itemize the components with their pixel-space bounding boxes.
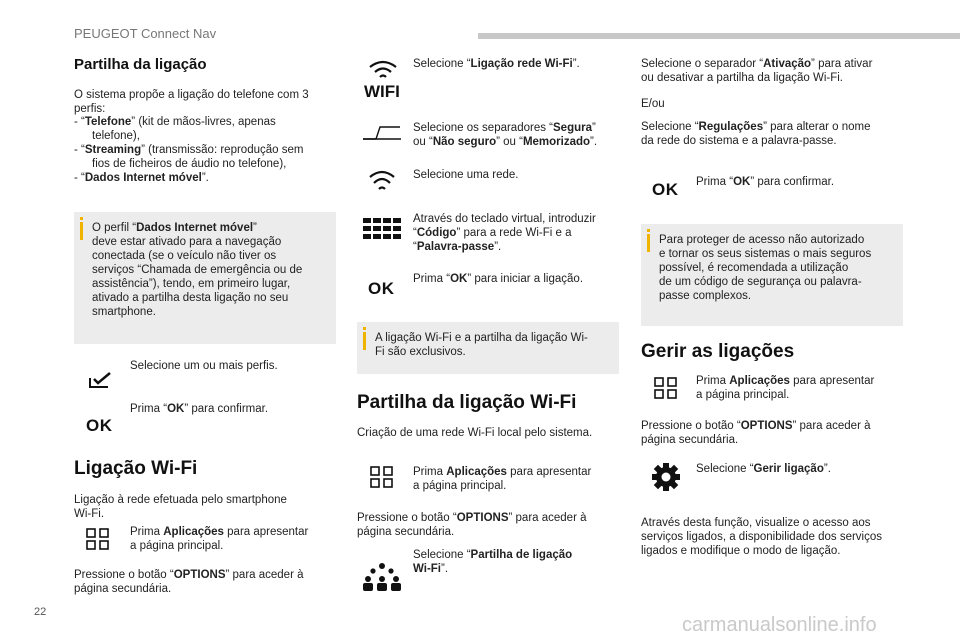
profile-dados: - “Dados Internet móvel”. — [74, 172, 209, 184]
wifi-desc-1: Ligação à rede efetuada pelo smartphone — [74, 494, 287, 506]
heading-ligacao-wifi: Ligação Wi-Fi — [74, 458, 198, 479]
heading-gerir-ligacoes: Gerir as ligações — [641, 341, 795, 362]
wifi-network-icon — [368, 170, 396, 194]
apps-text-2: a página principal. — [696, 389, 790, 401]
applications-icon — [86, 528, 110, 550]
options-text: Pressione o botão “OPTIONS” para aceder à — [357, 512, 587, 524]
info-icon-dot — [80, 217, 83, 220]
profile-telefone-cont: telefone), — [92, 130, 140, 142]
heading-partilha-wifi: Partilha da ligação Wi-Fi — [357, 392, 577, 413]
applications-icon — [370, 466, 394, 488]
select-profiles-text: Selecione um ou mais perfis. — [130, 360, 278, 372]
heading-partilha-ligacao: Partilha da ligação — [74, 56, 207, 73]
keyboard-text-1: Através do teclado virtual, introduzir — [413, 213, 596, 225]
press-ok-text: Prima “OK” para confirmar. — [130, 403, 269, 415]
checkbox-icon — [88, 372, 112, 388]
note-text: A ligação Wi-Fi e a partilha da ligação Wi- Fi são exclusivos. — [375, 332, 588, 358]
info-icon-dot — [647, 229, 650, 232]
manage-desc-2: serviços ligados, a disponibilidade dos serviços — [641, 531, 882, 543]
settings-text: Selecione “Regulações” para alterar o nome — [641, 121, 871, 133]
profile-streaming-cont: fios de ficheiros de áudio no telefone), — [92, 158, 287, 170]
info-note-exclusive — [357, 322, 619, 374]
tabs-icon — [362, 125, 402, 141]
settings-text-2: da rede do sistema e a palavra-passe. — [641, 135, 837, 147]
share-connection-icon — [363, 562, 401, 592]
info-note-perfil — [74, 212, 336, 344]
wifi-icon — [368, 60, 398, 80]
start-connection-text: Prima “OK” para iniciar a ligação. — [413, 273, 584, 285]
manage-desc-1: Através desta função, visualize o acesso aos — [641, 517, 871, 529]
and-or-text: E/ou — [641, 98, 665, 110]
select-network-text: Selecione uma rede. — [413, 169, 519, 181]
ok-icon: OK — [652, 180, 679, 199]
options-text-2: página secundária. — [357, 526, 455, 538]
select-share-text: Selecione “Partilha de ligação — [413, 549, 573, 561]
select-share-text-2: Wi-Fi”. — [413, 563, 449, 575]
options-text-2: página secundária. — [641, 434, 739, 446]
profile-streaming: - “Streaming” (transmissão: reprodução sem — [74, 144, 304, 156]
select-tabs-text-2: ou “Não seguro” ou “Memorizado”. — [413, 136, 598, 148]
ok-icon: OK — [368, 279, 395, 298]
page-number: 22 — [34, 606, 47, 618]
apps-text: Prima Aplicações para apresentar — [130, 526, 309, 538]
note-text: Para proteger de acesso não autorizado e tornar os seus sistemas o mais seguros possível, é recomendada a utilização de um código de segurança ou palavra- passe complexos. — [659, 234, 872, 302]
ok-icon: OK — [86, 416, 113, 435]
gear-icon — [651, 462, 681, 492]
keyboard-icon — [363, 218, 403, 246]
watermark: carmanualsonline.info — [682, 614, 877, 636]
applications-icon — [654, 377, 678, 399]
info-icon-dot — [363, 327, 366, 330]
apps-text: Prima Aplicações para apresentar — [696, 375, 875, 387]
select-manage-text: Selecione “Gerir ligação”. — [696, 463, 831, 475]
activation-tab-text: Selecione o separador “Ativação” para ativar — [641, 58, 873, 70]
header-bar — [478, 33, 960, 39]
profile-telefone: - “Telefone” (kit de mãos-livres, apenas — [74, 116, 276, 128]
select-tabs-text: Selecione os separadores “Segura” — [413, 122, 596, 134]
apps-text-2: a página principal. — [130, 540, 224, 552]
wifi-label-icon: WIFI — [364, 82, 400, 101]
apps-text: Prima Aplicações para apresentar — [413, 466, 592, 478]
note-text: O perfil “Dados Internet móvel” deve estar ativado para a navegação conectada (se o veículo não tiver os serviços “Chamada de emergência ou de assistência”), tendo, em primeiro lugar, ativado a partilha desta ligação no seu smartphone. — [92, 222, 303, 318]
options-text: Pressione o botão “OPTIONS” para aceder à — [74, 569, 304, 581]
activation-tab-text-2: ou desativar a partilha da ligação Wi-Fi. — [641, 72, 843, 84]
intro-text: O sistema propõe a ligação do telefone com 3 perfis: — [74, 89, 309, 115]
info-icon — [647, 234, 650, 252]
options-text: Pressione o botão “OPTIONS” para aceder à — [641, 420, 871, 432]
wifi-desc-2: Wi-Fi. — [74, 508, 105, 520]
keyboard-text-2: “Código” para a rede Wi-Fi e a — [413, 227, 572, 239]
manage-desc-3: ligados e modifique o modo de ligação. — [641, 545, 841, 557]
press-ok-text: Prima “OK” para confirmar. — [696, 176, 835, 188]
share-desc: Criação de uma rede Wi-Fi local pelo sistema. — [357, 427, 593, 439]
manual-title: PEUGEOT Connect Nav — [74, 26, 217, 41]
info-note-security — [641, 224, 903, 326]
info-icon — [80, 222, 83, 240]
info-icon — [363, 332, 366, 350]
options-text-2: página secundária. — [74, 583, 172, 595]
apps-text-2: a página principal. — [413, 480, 507, 492]
keyboard-text-3: “Palavra-passe”. — [413, 241, 502, 253]
select-wifi-network-text: Selecione “Ligação rede Wi-Fi”. — [413, 58, 580, 70]
